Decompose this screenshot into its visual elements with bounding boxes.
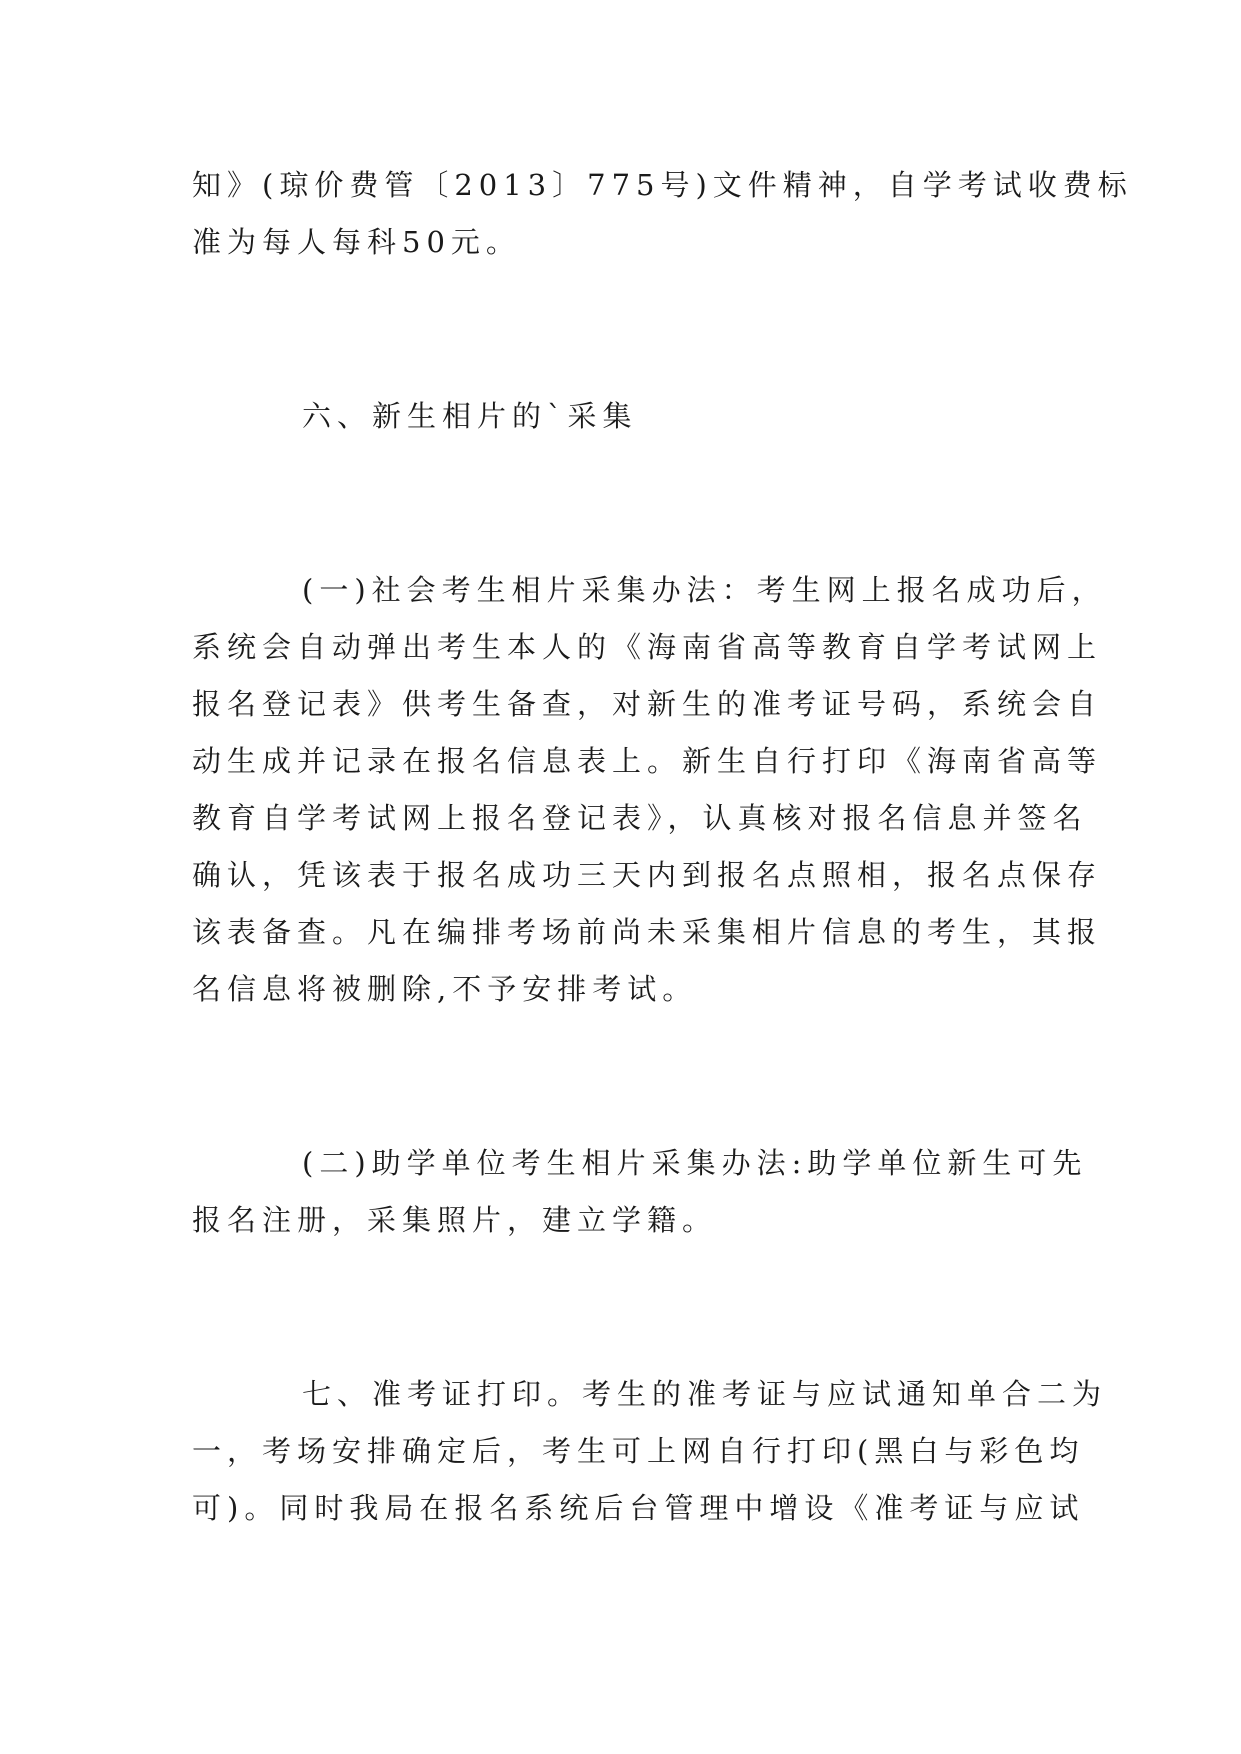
paragraph-line: 可)。同时我局在报名系统后台管理中增设《准考证与应试 [192,1491,1085,1525]
section-heading: 六、新生相片的`采集 [302,399,638,433]
section-heading: 七、准考证打印。考生的准考证与应试通知单合二为 [302,1377,1108,1411]
paragraph-line: 系统会自动弹出考生本人的《海南省高等教育自学考试网上 [192,630,1103,664]
paragraph-line: 确认，凭该表于报名成功三天内到报名点照相，报名点保存 [192,858,1103,892]
paragraph-line: (一)社会考生相片采集办法：考生网上报名成功后， [302,573,1107,607]
paragraph-line: 教育自学考试网上报名登记表》，认真核对报名信息并签名 [192,801,1088,835]
paragraph-line: 报名登记表》供考生备查，对新生的准考证号码，系统会自 [192,687,1103,721]
paragraph-line: (二)助学单位考生相片采集办法:助学单位新生可先 [302,1146,1088,1180]
paragraph-line: 准为每人每科50元。 [192,225,521,259]
paragraph-line: 动生成并记录在报名信息表上。新生自行打印《海南省高等 [192,744,1103,778]
paragraph-line: 报名注册，采集照片，建立学籍。 [192,1203,718,1237]
paragraph-line: 名信息将被删除,不予安排考试。 [192,972,698,1006]
paragraph-line: 该表备查。凡在编排考场前尚未采集相片信息的考生，其报 [192,915,1103,949]
paragraph-line: 知》(琼价费管〔2013〕775号)文件精神，自学考试收费标 [192,168,1133,202]
paragraph-line: 一，考场安排确定后，考生可上网自行打印(黑白与彩色均 [192,1434,1085,1468]
